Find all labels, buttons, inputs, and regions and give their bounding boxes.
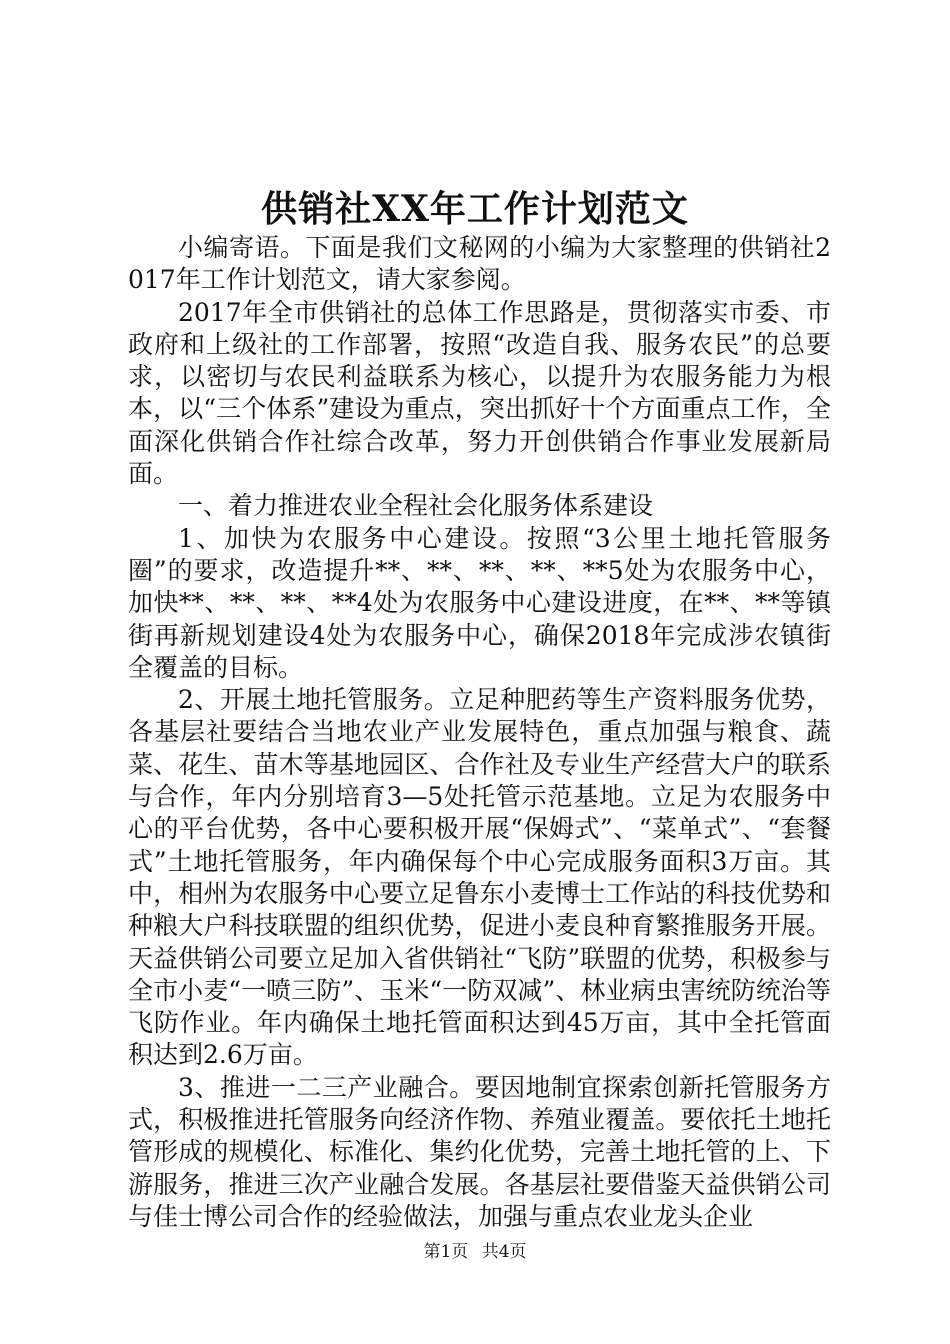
document-body (128, 232, 831, 1233)
paragraph-intro: 小编寄语。下面是我们文秘网的小编为大家整理的供销社2017年工作计划范文，请大家参阅。 (128, 233, 831, 295)
section-heading-1: 一、着力推进农业全程社会化服务体系建设 (178, 491, 654, 521)
paragraph-item-2: 2、开展土地托管服务。立足种肥药等生产资料服务优势，各基层社要结合当地农业产业发展特色，重点加强与粮食、蔬菜、花生、苗木等基地园区、合作社及专业生产经营大户的联系与合作，年内分别培育3—5处托管示范基地。立足为农服务中心的平台优势，各中心要积极开展“保姆式”、“菜单式”、“套餐式”土地托管服务，年内确保每个中心完成服务面积3万亩。其中，相州为农服务中心要立足鲁东小麦博士工作站的科技优势和种粮大户科技联盟的组织优势，促进小麦良种育繁推服务开展。天益供销公司要立足加入省供销社“飞防”联盟的优势，积极参与全市小麦“一喷三防”、玉米“一防双减”、林业病虫害统防统治等飞防作业。年内确保土地托管面积达到45万亩，其中全托管面积达到2.6万亩。 (128, 685, 831, 1070)
page-footer (0, 1241, 950, 1263)
paragraph-overview: 2017年全市供销社的总体工作思路是，贯彻落实市委、市政府和上级社的工作部署，按照“改造自我、服务农民”的总要求，以密切与农民利益联系为核心，以提升为农服务能力为根本，以“三个体系”建设为重点，突出抓好十个方面重点工作，全面深化供销合作社综合改革，努力开创供销合作事业发展新局面。 (128, 297, 831, 489)
paragraph-item-1: 1、加快为农服务中心建设。按照“3公里土地托管服务圈”的要求，改造提升**、**、**、**、**5处为农服务中心，加快**、**、**、**4处为农服务中心建设进度，在**、**等镇街再新规划建设4处为农服务中心，确保2018年完成涉农镇街全覆盖的目标。 (128, 523, 831, 682)
page-total: 共4页 (481, 1242, 527, 1262)
document-title: 供销社XX年工作计划范文 (261, 188, 689, 230)
paragraph-item-3: 3、推进一二三产业融合。要因地制宜探索创新托管服务方式，积极推进托管服务向经济作物、养殖业覆盖。要依托土地托管形成的规模化、标准化、集约化优势，完善土地托管的上、下游服务，推进三次产业融合发展。各基层社要借鉴天益供销公司与佳士博公司合作的经验做法，加强与重点农业龙头企业 (128, 1072, 831, 1231)
page-number: 第1页 (423, 1242, 469, 1262)
